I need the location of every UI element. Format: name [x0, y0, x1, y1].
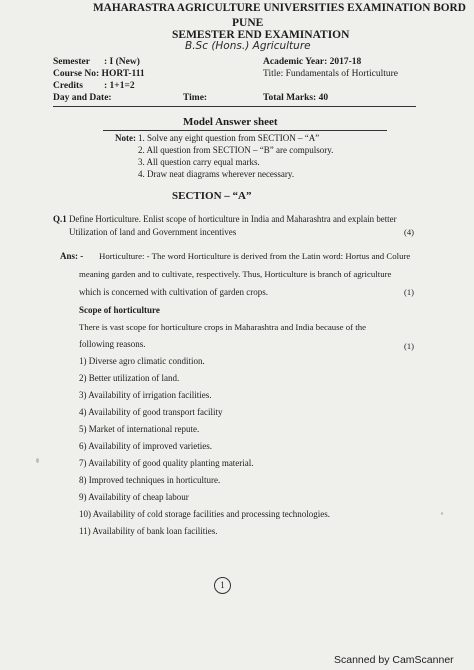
- title-underline: [103, 130, 387, 131]
- city-heading: PUNE: [232, 17, 264, 29]
- note-label: Note:: [115, 133, 136, 143]
- scope-line: There is vast scope for horticulture crops in Maharashtra and India because of the: [79, 322, 367, 332]
- reason-item: 8) Improved techniques in horticulture.: [79, 475, 221, 485]
- reason-item: 7) Availability of good quality planting material.: [79, 458, 254, 468]
- scanner-watermark: Scanned by CamScanner: [334, 654, 454, 666]
- reason-item: 6) Availability of improved varieties.: [79, 441, 213, 451]
- reason-item: 9) Availability of cheap labour: [79, 492, 189, 502]
- semester-value: : I (New): [104, 57, 140, 67]
- scan-speck: [36, 458, 39, 463]
- scope-heading: Scope of horticulture: [79, 305, 160, 315]
- question-number: Q.1: [53, 214, 67, 224]
- reason-item: 11) Availability of bank loan facilities.: [79, 526, 218, 536]
- handwritten-program: B.Sc (Hons.) Agriculture: [185, 40, 311, 52]
- answer-line: Horticulture: - The word Horticulture is derived from the Latin word: Hortus and Colure: [99, 251, 411, 261]
- reason-item: 1) Diverse agro climatic condition.: [79, 356, 205, 366]
- question-text-line2: Utilization of land and Government incentives: [69, 227, 237, 237]
- reason-item: 3) Availability of irrigation facilities.: [79, 390, 212, 400]
- note-item: 2. All question from SECTION – “B” are compulsory.: [138, 145, 334, 155]
- header-divider: [53, 106, 416, 107]
- sheet-title: Model Answer sheet: [183, 116, 278, 128]
- scope-line: following reasons.: [79, 339, 146, 349]
- scan-speck: [441, 512, 443, 515]
- university-heading: MAHARASTRA AGRICULTURE UNIVERSITIES EXAMINATION BORD: [93, 2, 466, 14]
- academic-year: Academic Year: 2017-18: [263, 57, 362, 67]
- note-item: 4. Draw neat diagrams wherever necessary.: [138, 169, 295, 179]
- reason-item: 4) Availability of good transport facility: [79, 407, 223, 417]
- answer-label: Ans: -: [60, 251, 84, 261]
- note-item: 3. All question carry equal marks.: [138, 157, 260, 167]
- answer-line: which is concerned with cultivation of garden crops.: [79, 287, 268, 297]
- exam-heading: SEMESTER END EXAMINATION: [172, 29, 350, 41]
- course-title: Title: Fundamentals of Horticulture: [263, 69, 399, 79]
- question-marks: (4): [404, 227, 414, 237]
- day-date-label: Day and Date:: [53, 93, 112, 103]
- question-text-line1: Define Horticulture. Enlist scope of horticulture in India and Maharashtra and explain better: [69, 214, 397, 224]
- scope-marks: (1): [404, 341, 414, 351]
- section-heading: SECTION – “A”: [172, 190, 252, 202]
- credits-label: Credits: [53, 81, 83, 91]
- answer-marks: (1): [404, 287, 414, 297]
- reason-item: 5) Market of international repute.: [79, 424, 200, 434]
- semester-label: Semester: [53, 57, 90, 67]
- answer-line: meaning garden and to cultivate, respectively. Thus, Horticulture is branch of agriculture: [79, 269, 392, 279]
- page-number: 1: [214, 577, 231, 594]
- time-label: Time:: [183, 93, 208, 103]
- total-marks: Total Marks: 40: [263, 93, 329, 103]
- credits-value: : 1+1=2: [104, 81, 135, 91]
- course-label: Course No: HORT-111: [53, 69, 145, 79]
- reason-item: 10) Availability of cold storage facilities and processing technologies.: [79, 509, 331, 519]
- note-item: 1. Solve any eight question from SECTION – “A”: [138, 133, 320, 143]
- reason-item: 2) Better utilization of land.: [79, 373, 180, 383]
